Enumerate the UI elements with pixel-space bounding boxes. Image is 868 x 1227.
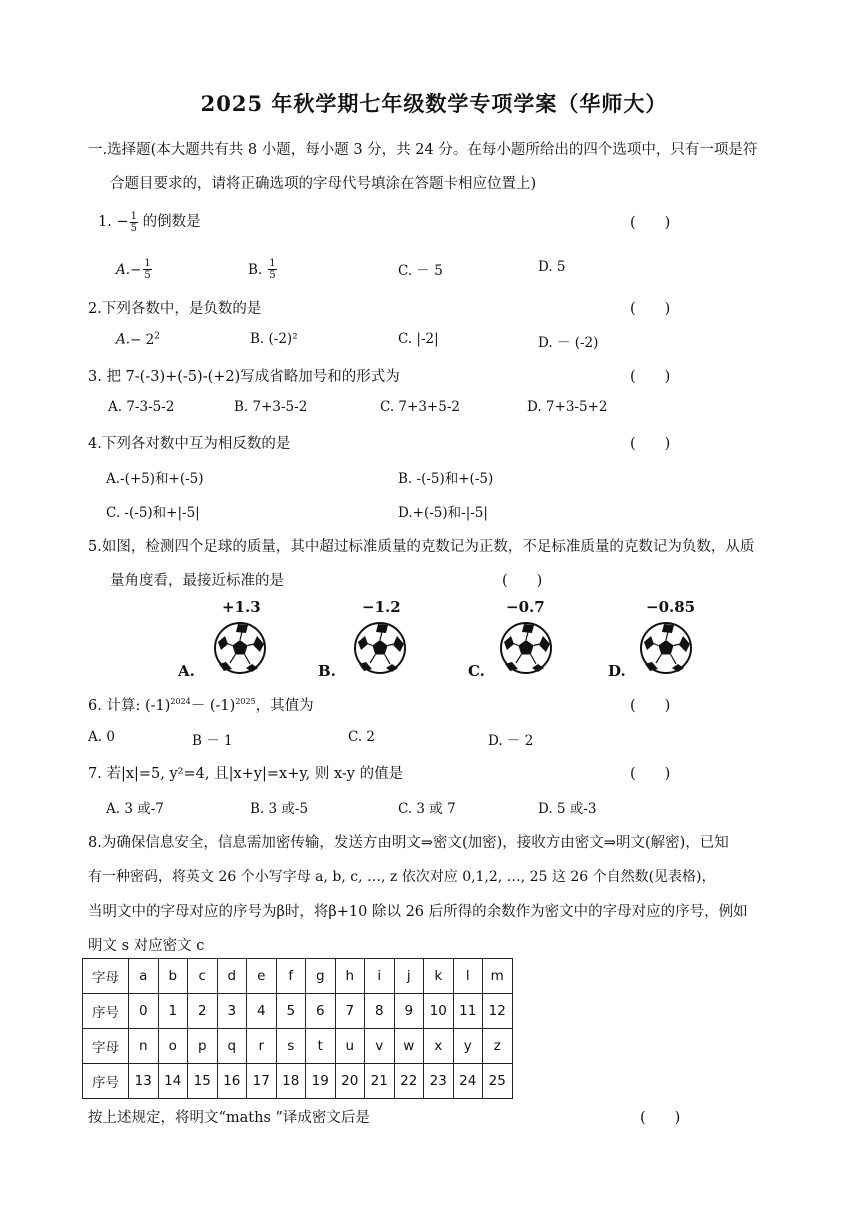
cipher-row-header: 字母 <box>83 1029 129 1064</box>
question-8-line2: 有一种密码，将英文 26 个小写字母 a, b, c, …, z 依次对应 0,1,2, …, 25 这 26 个自然数(见表格)， <box>88 869 716 885</box>
q4-option-b: B. -(-5)和+(-5) <box>398 471 494 487</box>
ball-c-value: −0.7 <box>506 598 545 616</box>
question-8-line3: 当明文中的字母对应的序号为β时，将β+10 除以 26 后所得的余数作为密文中的字母对应的序号，例如 <box>88 904 748 920</box>
q2-option-a-label: A. <box>116 331 131 348</box>
ball-c-label: C. <box>468 662 485 680</box>
cipher-cell: g <box>306 959 336 994</box>
cipher-row-header: 序号 <box>83 1064 129 1099</box>
cipher-cell: c <box>188 959 218 994</box>
cipher-cell: 3 <box>217 994 247 1029</box>
q7-option-b: B. 3 或-5 <box>250 801 309 817</box>
cipher-cell: b <box>158 959 188 994</box>
question-6-exponent-2: 2025 <box>235 697 256 707</box>
q1-option-b: B. 1 5 <box>248 258 276 281</box>
q1-option-b-label: B. <box>248 261 263 278</box>
cipher-cell: i <box>365 959 395 994</box>
cipher-cell: 10 <box>424 994 454 1029</box>
q4-option-a: A.-(+5)和+(-5) <box>106 471 204 487</box>
cipher-cell: t <box>306 1029 336 1064</box>
cipher-cell: 16 <box>217 1064 247 1099</box>
answer-blank-7[interactable]: ( ) <box>630 766 671 782</box>
cipher-cell: 0 <box>129 994 159 1029</box>
q3-option-c: C. 7+3+5-2 <box>380 399 460 415</box>
cipher-row-header: 字母 <box>83 959 129 994</box>
cipher-cell: f <box>276 959 306 994</box>
answer-blank-4[interactable]: ( ) <box>630 436 671 452</box>
q6-option-a: A. 0 <box>88 729 115 745</box>
answer-blank-1[interactable]: ( ) <box>630 215 671 231</box>
cipher-cell: 21 <box>365 1064 395 1099</box>
cipher-cell: w <box>394 1029 424 1064</box>
question-2: 2.下列各数中，是负数的是 <box>88 301 262 317</box>
cipher-table-row <box>83 959 513 994</box>
cipher-cell: z <box>483 1029 513 1064</box>
cipher-cell: 14 <box>158 1064 188 1099</box>
cipher-cell: q <box>217 1029 247 1064</box>
question-6-part-c: ，其值为 <box>255 698 314 714</box>
question-1-number: 1. <box>98 214 112 230</box>
cipher-cell: 25 <box>483 1064 513 1099</box>
cipher-cell: 12 <box>483 994 513 1029</box>
q6-option-c: C. 2 <box>348 729 376 745</box>
question-3: 3. 把 7-(-3)+(-5)-(+2)写成省略加号和的形式为 <box>88 369 400 385</box>
cipher-cell: 4 <box>247 994 277 1029</box>
cipher-cell: v <box>365 1029 395 1064</box>
cipher-cell: a <box>129 959 159 994</box>
answer-blank-8[interactable]: ( ) <box>640 1110 681 1126</box>
cipher-cell: o <box>158 1029 188 1064</box>
q6-option-d: D. － 2 <box>488 733 534 749</box>
cipher-cell: 23 <box>424 1064 454 1099</box>
q1-option-c: C. － 5 <box>398 263 443 279</box>
q2-option-b: B. (-2)² <box>250 331 298 347</box>
ball-b <box>318 598 418 682</box>
cipher-cell: 24 <box>453 1064 483 1099</box>
question-6-exponent-1: 2024 <box>170 697 191 707</box>
fraction-neg-one-fifth: − 1 5 <box>116 210 137 234</box>
section-instructions-line2: 合题目要求的，请将正确选项的字母代号填涂在答题卡相应位置上) <box>110 176 537 192</box>
cipher-table <box>82 958 513 1099</box>
q2-option-d: D. － (-2) <box>538 335 599 351</box>
cipher-row-header: 序号 <box>83 994 129 1029</box>
cipher-cell: 5 <box>276 994 306 1029</box>
page-title: 2025 年秋学期七年级数学专项学案（华师大） <box>200 91 668 116</box>
question-1-stem: 的倒数是 <box>142 214 201 230</box>
cipher-cell: 6 <box>306 994 336 1029</box>
ball-b-value: −1.2 <box>362 598 401 616</box>
answer-blank-5[interactable]: ( ) <box>502 573 543 589</box>
q3-option-a: A. 7-3-5-2 <box>108 399 175 415</box>
ball-b-label: B. <box>318 662 336 680</box>
cipher-table-row <box>83 1064 513 1099</box>
cipher-cell: 22 <box>394 1064 424 1099</box>
cipher-cell: 11 <box>453 994 483 1029</box>
q7-option-c: C. 3 或 7 <box>398 801 456 817</box>
cipher-cell: h <box>335 959 365 994</box>
ball-d <box>608 598 708 682</box>
cipher-cell: y <box>453 1029 483 1064</box>
cipher-cell: 13 <box>129 1064 159 1099</box>
question-4: 4.下列各对数中互为相反数的是 <box>88 436 291 452</box>
q1-option-a-label: A. <box>116 261 131 278</box>
cipher-cell: 19 <box>306 1064 336 1099</box>
question-6-part-a: 6. 计算: (-1) <box>88 698 171 714</box>
q1-option-a: A. − $\frac{1}{5}$ <box>116 258 151 281</box>
q7-option-d: D. 5 或-3 <box>538 801 597 817</box>
soccer-ball-icon <box>210 618 270 678</box>
cipher-cell: s <box>276 1029 306 1064</box>
cipher-cell: r <box>247 1029 277 1064</box>
cipher-cell: 20 <box>335 1064 365 1099</box>
q3-option-b: B. 7+3-5-2 <box>234 399 308 415</box>
cipher-cell: 1 <box>158 994 188 1029</box>
question-7: 7. 若|x|=5, y²=4, 且|x+y|=x+y, 则 x-y 的值是 <box>88 766 404 782</box>
question-6 <box>88 694 314 715</box>
cipher-cell: 9 <box>394 994 424 1029</box>
section-instructions-line1: 一.选择题(本大题共有共 8 小题，每小题 3 分，共 24 分。在每小题所给出的四个选项中，只有一项是符 <box>88 142 758 158</box>
question-8-line1: 8.为确保信息安全，信息需加密传输，发送方由明文⇒密文(加密)，接收方由密文⇒明文(解密)，已知 <box>88 835 729 851</box>
q1-option-d: D. 5 <box>538 259 566 275</box>
q7-option-a: A. 3 或-7 <box>106 801 164 817</box>
ball-a <box>178 598 278 682</box>
cipher-cell: l <box>453 959 483 994</box>
soccer-ball-icon <box>496 618 556 678</box>
question-8-line4: 明文 s 对应密文 c <box>88 938 205 954</box>
cipher-cell: p <box>188 1029 218 1064</box>
question-8-final: 按上述规定，将明文“maths ”译成密文后是 <box>88 1110 370 1126</box>
answer-blank-3[interactable]: ( ) <box>630 369 671 385</box>
ball-a-label: A. <box>178 662 195 680</box>
ball-c <box>468 598 568 682</box>
cipher-cell: 15 <box>188 1064 218 1099</box>
cipher-cell: 17 <box>247 1064 277 1099</box>
cipher-table-row <box>83 1029 513 1064</box>
soccer-ball-icon <box>350 618 410 678</box>
cipher-cell: 7 <box>335 994 365 1029</box>
ball-d-value: −0.85 <box>646 598 696 616</box>
cipher-cell: j <box>394 959 424 994</box>
answer-blank-2[interactable]: ( ) <box>630 301 671 317</box>
cipher-cell: d <box>217 959 247 994</box>
cipher-table-row <box>83 994 513 1029</box>
q2-option-c: C. |-2| <box>398 331 439 347</box>
q3-option-d: D. 7+3-5+2 <box>527 399 608 415</box>
cipher-cell: x <box>424 1029 454 1064</box>
q6-option-b: B － 1 <box>192 733 233 749</box>
cipher-cell: u <box>335 1029 365 1064</box>
q2-option-a: $A.- 2^2$ <box>116 331 160 348</box>
soccer-ball-icon <box>636 618 696 678</box>
question-1 <box>98 210 201 234</box>
cipher-cell: n <box>129 1029 159 1064</box>
cipher-cell: 8 <box>365 994 395 1029</box>
question-5-line2: 量角度看，最接近标准的是 <box>110 573 284 589</box>
q4-option-c: C. -(-5)和+|-5| <box>106 505 200 521</box>
ball-d-label: D. <box>608 662 626 680</box>
cipher-cell: 2 <box>188 994 218 1029</box>
question-5-line1: 5.如图，检测四个足球的质量，其中超过标准质量的克数记为正数，不足标准质量的克数记为负数，从质 <box>88 539 755 555</box>
ball-a-value: +1.3 <box>222 598 261 616</box>
cipher-cell: k <box>424 959 454 994</box>
q4-option-d: D.+(-5)和-|-5| <box>398 505 488 521</box>
cipher-cell: 18 <box>276 1064 306 1099</box>
cipher-cell: e <box>247 959 277 994</box>
answer-blank-6[interactable]: ( ) <box>630 698 671 714</box>
question-6-part-b: － (-1) <box>190 698 236 714</box>
cipher-cell: m <box>483 959 513 994</box>
